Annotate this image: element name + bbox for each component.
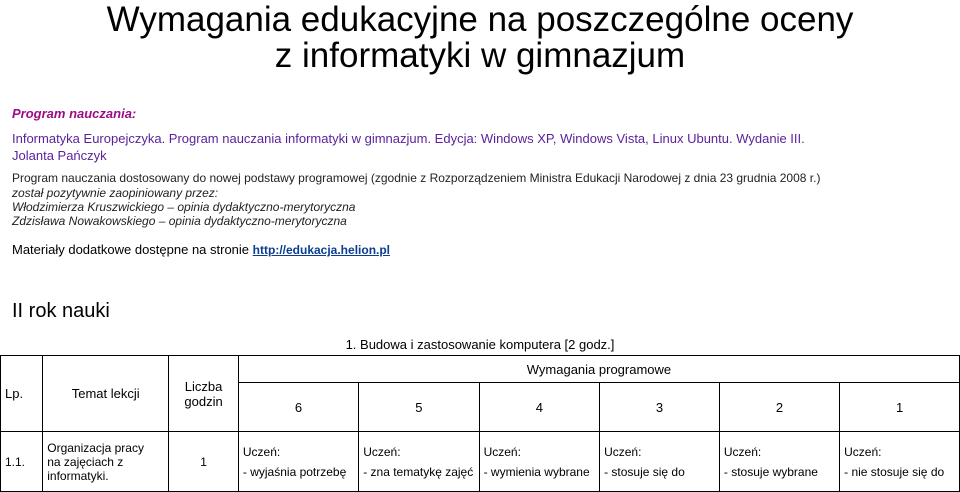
cell-grade-6 [238, 432, 358, 492]
header-hours-line-1: Liczba [184, 378, 223, 394]
row-lp: 1.1. [1, 432, 43, 492]
header-grade-1: 1 [840, 383, 960, 432]
header-grade-2: 2 [719, 383, 839, 432]
cell-grade-4 [479, 432, 599, 492]
row-topic-line-1: Organizacja pracy [47, 440, 144, 455]
materials-line [12, 242, 390, 257]
reviewer-2: Zdzisława Nowakowskiego – opinia dydaktyczno-merytoryczna [12, 214, 347, 228]
row-topic-line-3: informatyki. [47, 468, 109, 483]
row-hours: 1 [169, 432, 239, 492]
cell-student: Uczeń: [363, 444, 401, 459]
header-hours-line-2: godzin [184, 393, 223, 409]
table-header-row [1, 356, 960, 383]
cell-requirement: - zna tematykę zajęć [363, 464, 474, 479]
curriculum-note: Program nauczania dostosowany do nowej podstawy programowej (zgodnie z Rozporządzeniem Ministra Edukacji Narodowej z dnia 23 grudnia 2008 r.) [12, 171, 821, 185]
program-author: Jolanta Pańczyk [12, 148, 107, 163]
header-topic: Temat lekcji [43, 356, 169, 432]
page-title-line-1: Wymagania edukacyjne na poszczególne oceny [106, 0, 854, 39]
cell-requirement: - stosuje się do [604, 464, 685, 479]
cell-student: Uczeń: [242, 444, 281, 459]
cell-student: Uczeń: [723, 444, 762, 459]
cell-student: Uczeń: [604, 444, 642, 459]
cell-student: Uczeń: [483, 444, 521, 459]
cell-grade-3 [600, 432, 720, 492]
cell-requirement: - wymienia wybrane [483, 464, 590, 479]
header-hours [169, 356, 239, 432]
header-requirements: Wymagania programowe [238, 356, 959, 383]
row-topic [43, 432, 169, 492]
cell-requirement: - wyjaśnia potrzebę [242, 464, 347, 479]
section-heading: 1. Budowa i zastosowanie komputera [2 godz.] [345, 337, 615, 352]
year-heading: II rok nauki [12, 300, 110, 322]
page-title-line-2: z informatyki w gimnazjum [274, 36, 686, 75]
program-label: Program nauczania: [12, 106, 137, 121]
materials-text: Materiały dodatkowe dostępne na stronie [12, 242, 250, 257]
cell-grade-2 [719, 432, 839, 492]
header-grade-3: 3 [600, 383, 720, 432]
cell-grade-5 [359, 432, 479, 492]
materials-link[interactable]: http://edukacja.helion.pl [252, 243, 391, 257]
approval-note: został pozytywnie zaopiniowany przez: [12, 186, 219, 200]
cell-grade-1 [840, 432, 960, 492]
reviewer-1: Włodzimierza Kruszwickiego – opinia dydaktyczno-merytoryczna [12, 200, 356, 214]
cell-requirement: - nie stosuje się do [844, 464, 945, 479]
cell-requirement: - stosuje wybrane [723, 464, 818, 479]
table-row [1, 432, 960, 492]
cell-student: Uczeń: [844, 444, 882, 459]
header-grade-6: 6 [238, 383, 358, 432]
header-grade-4: 4 [479, 383, 599, 432]
requirements-table [0, 355, 960, 492]
header-grade-5: 5 [359, 383, 479, 432]
program-description: Informatyka Europejczyka. Program nauczania informatyki w gimnazjum. Edycja: Windows XP, Windows Vista, Linux Ubuntu. Wydanie III. [12, 131, 805, 146]
header-lp: Lp. [1, 356, 43, 432]
row-topic-line-2: na zajęciach z [47, 454, 124, 469]
